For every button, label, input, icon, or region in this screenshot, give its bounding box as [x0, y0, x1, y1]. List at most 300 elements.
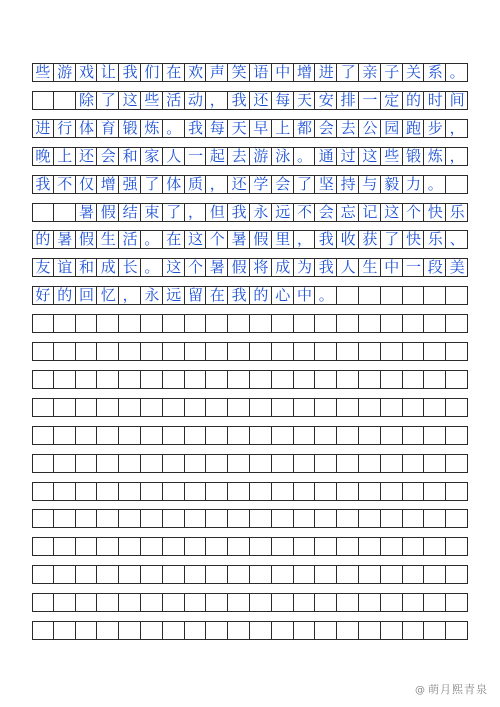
grid-cell — [359, 509, 381, 528]
grid-cell — [403, 593, 425, 612]
handwritten-character: 个 — [187, 258, 203, 277]
handwritten-character: 会 — [275, 174, 291, 193]
grid-cell — [381, 286, 403, 305]
grid-cell — [76, 426, 98, 445]
handwritten-character: 早 — [253, 118, 269, 137]
grid-cell — [403, 286, 425, 305]
grid-cell — [76, 482, 98, 501]
handwritten-character: 远 — [275, 202, 291, 221]
grid-cell — [250, 482, 272, 501]
grid-cell — [185, 398, 207, 417]
handwritten-character: 家 — [144, 146, 160, 165]
handwritten-character: 忆 — [100, 286, 116, 305]
handwritten-character: 友 — [35, 258, 51, 277]
handwritten-character: 美 — [449, 258, 465, 277]
handwritten-character: 假 — [100, 202, 116, 221]
handwritten-character: 一 — [187, 146, 203, 165]
handwritten-character: 学 — [253, 174, 269, 193]
grid-cell — [97, 537, 119, 556]
handwritten-character: 我 — [318, 258, 334, 277]
grid-cell — [359, 426, 381, 445]
grid-cell — [163, 537, 185, 556]
grid-cell — [97, 454, 119, 473]
handwritten-character: 。 — [318, 286, 334, 305]
grid-cell — [141, 398, 163, 417]
grid-cell — [294, 565, 316, 584]
handwritten-character: 暑 — [209, 258, 225, 277]
grid-cell — [206, 454, 228, 473]
grid-cell — [228, 398, 250, 417]
handwritten-character: 时 — [427, 90, 443, 109]
handwritten-character: 生 — [362, 258, 378, 277]
grid-cell — [446, 175, 468, 194]
watermark — [415, 681, 488, 697]
grid-cell — [119, 565, 141, 584]
grid-cell — [185, 593, 207, 612]
grid-cell — [424, 398, 446, 417]
grid-cell — [141, 537, 163, 556]
grid-cell — [119, 314, 141, 333]
watermark-text: 萌月熙青泉 — [428, 683, 488, 696]
grid-cell — [294, 537, 316, 556]
handwritten-character: 了 — [166, 202, 182, 221]
handwritten-character: 上 — [57, 146, 73, 165]
handwritten-character: ， — [296, 230, 312, 249]
handwritten-character: 育 — [100, 118, 116, 137]
handwritten-character: 还 — [231, 174, 247, 193]
at-sign-icon: @ — [415, 685, 426, 696]
grid-cell — [250, 342, 272, 361]
handwritten-character: 些 — [384, 146, 400, 165]
grid-cell — [424, 565, 446, 584]
grid-cell — [272, 565, 294, 584]
handwritten-character: 锻 — [405, 146, 421, 165]
grid-cell — [315, 482, 337, 501]
grid-cell — [381, 621, 403, 640]
handwritten-character: 里 — [275, 230, 291, 249]
handwritten-character: 还 — [78, 146, 94, 165]
handwritten-character: 为 — [296, 258, 312, 277]
handwritten-character: 一 — [405, 258, 421, 277]
handwritten-character: 过 — [340, 146, 356, 165]
grid-cell — [359, 482, 381, 501]
grid-cell — [163, 593, 185, 612]
grid-cell — [337, 565, 359, 584]
grid-cell — [403, 342, 425, 361]
grid-cell — [381, 342, 403, 361]
handwritten-character: 戏 — [78, 63, 94, 81]
grid-cell — [294, 621, 316, 640]
grid-cell — [119, 426, 141, 445]
grid-cell — [315, 509, 337, 528]
grid-cell — [424, 370, 446, 389]
grid-cell — [250, 398, 272, 417]
handwritten-character: 了 — [340, 63, 356, 81]
grid-cell — [54, 454, 76, 473]
handwritten-character: 会 — [100, 146, 116, 165]
handwritten-character: 锻 — [122, 118, 138, 137]
grid-cell — [337, 398, 359, 417]
grid-cell — [97, 565, 119, 584]
handwritten-character: 的 — [35, 230, 51, 249]
handwritten-character: 的 — [57, 286, 73, 305]
grid-cell — [54, 621, 76, 640]
grid-cell — [119, 482, 141, 501]
grid-cell — [424, 482, 446, 501]
grid-cell — [446, 565, 468, 584]
grid-cell — [32, 91, 54, 110]
handwritten-character: 留 — [187, 286, 203, 305]
handwritten-character: ， — [449, 146, 465, 165]
grid-cell — [76, 342, 98, 361]
grid-cell — [359, 565, 381, 584]
grid-cell — [446, 454, 468, 473]
handwritten-character: 这 — [187, 230, 203, 249]
grid-cell — [337, 426, 359, 445]
grid-cell — [446, 593, 468, 612]
grid-cell — [315, 342, 337, 361]
handwritten-character: 暑 — [78, 202, 94, 221]
grid-cell — [381, 426, 403, 445]
grid-cell — [228, 537, 250, 556]
grid-cell — [315, 314, 337, 333]
grid-cell — [337, 342, 359, 361]
grid-cell — [272, 593, 294, 612]
handwritten-character: 进 — [318, 63, 334, 81]
handwritten-character: 记 — [362, 202, 378, 221]
grid-cell — [206, 314, 228, 333]
grid-cell — [141, 426, 163, 445]
grid-cell — [359, 398, 381, 417]
grid-cell — [97, 509, 119, 528]
handwritten-character: 会 — [318, 202, 334, 221]
grid-row — [32, 203, 468, 222]
grid-cell — [97, 621, 119, 640]
handwritten-character: 不 — [57, 174, 73, 193]
grid-cell — [119, 454, 141, 473]
handwritten-character: ， — [187, 202, 203, 221]
grid-cell — [163, 426, 185, 445]
handwritten-character: 在 — [166, 230, 182, 249]
grid-row — [32, 63, 468, 82]
grid-row — [32, 286, 468, 305]
handwritten-character: 质 — [187, 174, 203, 193]
grid-cell — [185, 454, 207, 473]
grid-row — [32, 454, 468, 473]
grid-cell — [119, 342, 141, 361]
grid-cell — [163, 314, 185, 333]
grid-cell — [250, 565, 272, 584]
grid-cell — [294, 593, 316, 612]
grid-cell — [315, 593, 337, 612]
handwritten-character: 除 — [78, 90, 94, 109]
grid-row — [32, 230, 468, 249]
grid-cell — [32, 398, 54, 417]
handwritten-character: 永 — [253, 202, 269, 221]
handwritten-character: 和 — [122, 146, 138, 165]
handwritten-character: 欢 — [187, 63, 203, 81]
grid-cell — [294, 342, 316, 361]
grid-cell — [119, 621, 141, 640]
handwritten-character: 公 — [362, 118, 378, 137]
handwritten-character: 。 — [427, 174, 443, 193]
grid-cell — [32, 342, 54, 361]
handwritten-character: 仅 — [78, 174, 94, 193]
handwritten-character: 这 — [384, 202, 400, 221]
grid-cell — [97, 426, 119, 445]
grid-row — [32, 509, 468, 528]
handwritten-character: 。 — [296, 146, 312, 165]
grid-cell — [250, 509, 272, 528]
grid-cell — [446, 370, 468, 389]
grid-cell — [424, 342, 446, 361]
handwritten-character: 结 — [122, 202, 138, 221]
handwritten-character: 持 — [340, 174, 356, 193]
grid-cell — [359, 286, 381, 305]
grid-cell — [206, 621, 228, 640]
handwritten-character: 谊 — [57, 258, 73, 277]
handwritten-character: ， — [209, 174, 225, 193]
handwritten-character: 每 — [209, 118, 225, 137]
handwritten-character: 跑 — [405, 118, 421, 137]
handwritten-character: 。 — [144, 258, 160, 277]
handwritten-character: 中 — [384, 258, 400, 277]
grid-cell — [228, 370, 250, 389]
handwritten-character: 活 — [166, 90, 182, 109]
grid-cell — [381, 482, 403, 501]
grid-cell — [32, 509, 54, 528]
handwritten-character: ， — [122, 286, 138, 305]
grid-cell — [228, 342, 250, 361]
handwritten-character: 毅 — [384, 174, 400, 193]
grid-cell — [97, 593, 119, 612]
grid-cell — [424, 509, 446, 528]
grid-cell — [294, 426, 316, 445]
grid-cell — [228, 621, 250, 640]
grid-cell — [76, 593, 98, 612]
handwritten-character: 体 — [78, 118, 94, 137]
grid-cell — [446, 286, 468, 305]
grid-cell — [403, 509, 425, 528]
handwritten-character: 通 — [318, 146, 334, 165]
handwritten-character: 了 — [296, 174, 312, 193]
grid-cell — [54, 398, 76, 417]
grid-cell — [54, 565, 76, 584]
handwritten-character: 快 — [405, 230, 421, 249]
grid-cell — [163, 565, 185, 584]
handwritten-character: 。 — [144, 230, 160, 249]
grid-cell — [163, 621, 185, 640]
grid-cell — [315, 621, 337, 640]
grid-cell — [76, 565, 98, 584]
handwritten-character: 人 — [340, 258, 356, 277]
handwritten-character: 。 — [449, 63, 465, 81]
grid-cell — [403, 426, 425, 445]
grid-cell — [228, 593, 250, 612]
grid-cell — [32, 454, 54, 473]
handwritten-character: 们 — [144, 63, 160, 81]
grid-cell — [359, 370, 381, 389]
grid-row — [32, 342, 468, 361]
handwritten-character: 活 — [122, 230, 138, 249]
grid-cell — [97, 482, 119, 501]
grid-cell — [337, 593, 359, 612]
grid-row — [32, 593, 468, 612]
grid-cell — [163, 454, 185, 473]
grid-cell — [294, 509, 316, 528]
grid-cell — [54, 370, 76, 389]
grid-cell — [315, 370, 337, 389]
grid-cell — [228, 314, 250, 333]
handwritten-character: 好 — [35, 286, 51, 305]
grid-cell — [206, 426, 228, 445]
grid-cell — [54, 342, 76, 361]
grid-cell — [32, 537, 54, 556]
handwritten-character: 中 — [296, 286, 312, 305]
grid-cell — [141, 621, 163, 640]
grid-cell — [250, 537, 272, 556]
handwritten-character: 假 — [78, 230, 94, 249]
grid-row — [32, 175, 468, 194]
grid-cell — [141, 314, 163, 333]
handwritten-character: 园 — [384, 118, 400, 137]
handwritten-character: 。 — [166, 118, 182, 137]
handwritten-character: 去 — [231, 146, 247, 165]
grid-cell — [119, 398, 141, 417]
handwritten-character: 我 — [35, 174, 51, 193]
grid-cell — [446, 621, 468, 640]
grid-cell — [272, 482, 294, 501]
grid-cell — [185, 370, 207, 389]
handwritten-character: 我 — [231, 90, 247, 109]
grid-cell — [403, 621, 425, 640]
grid-cell — [337, 286, 359, 305]
grid-cell — [141, 509, 163, 528]
handwritten-character: 长 — [122, 258, 138, 277]
grid-cell — [141, 593, 163, 612]
grid-cell — [228, 426, 250, 445]
handwritten-character: 笑 — [231, 63, 247, 81]
grid-cell — [446, 426, 468, 445]
grid-cell — [272, 342, 294, 361]
grid-cell — [272, 370, 294, 389]
grid-cell — [163, 482, 185, 501]
grid-cell — [76, 509, 98, 528]
handwritten-character: 系 — [427, 63, 443, 81]
handwritten-character: 强 — [122, 174, 138, 193]
grid-cell — [381, 537, 403, 556]
grid-cell — [337, 314, 359, 333]
handwritten-character: 成 — [275, 258, 291, 277]
grid-cell — [32, 593, 54, 612]
grid-cell — [32, 482, 54, 501]
grid-row — [32, 147, 468, 166]
handwritten-character: 、 — [449, 230, 465, 249]
handwritten-character: 我 — [187, 118, 203, 137]
grid-cell — [185, 482, 207, 501]
grid-cell — [250, 370, 272, 389]
grid-cell — [32, 203, 54, 222]
handwritten-character: 进 — [35, 118, 51, 137]
handwritten-character: 游 — [57, 63, 73, 81]
handwritten-character: 增 — [100, 174, 116, 193]
handwritten-character: 我 — [231, 202, 247, 221]
grid-cell — [185, 621, 207, 640]
grid-cell — [54, 537, 76, 556]
grid-cell — [446, 537, 468, 556]
grid-cell — [250, 454, 272, 473]
grid-cell — [403, 370, 425, 389]
handwritten-character: 增 — [296, 63, 312, 81]
handwritten-character: 天 — [296, 90, 312, 109]
grid-cell — [228, 565, 250, 584]
grid-cell — [403, 482, 425, 501]
handwritten-character: 在 — [166, 63, 182, 81]
grid-row — [32, 426, 468, 445]
grid-cell — [294, 454, 316, 473]
grid-cell — [54, 593, 76, 612]
grid-cell — [359, 454, 381, 473]
grid-cell — [185, 342, 207, 361]
grid-cell — [315, 537, 337, 556]
grid-cell — [381, 565, 403, 584]
grid-cell — [119, 370, 141, 389]
grid-cell — [76, 314, 98, 333]
grid-cell — [54, 91, 76, 110]
handwritten-character: ， — [449, 118, 465, 137]
handwritten-character: 天 — [231, 118, 247, 137]
handwritten-character: 在 — [209, 286, 225, 305]
handwritten-character: 假 — [231, 258, 247, 277]
grid-cell — [141, 342, 163, 361]
grid-cell — [315, 426, 337, 445]
grid-cell — [76, 454, 98, 473]
grid-cell — [119, 593, 141, 612]
grid-cell — [272, 537, 294, 556]
handwritten-character: 段 — [427, 258, 443, 277]
handwritten-character: 步 — [427, 118, 443, 137]
grid-cell — [228, 509, 250, 528]
grid-cell — [54, 509, 76, 528]
handwritten-character: 每 — [275, 90, 291, 109]
grid-cell — [403, 537, 425, 556]
grid-cell — [272, 426, 294, 445]
grid-cell — [32, 370, 54, 389]
handwritten-character: 会 — [318, 118, 334, 137]
grid-cell — [141, 482, 163, 501]
grid-cell — [272, 454, 294, 473]
handwritten-character: 这 — [122, 90, 138, 109]
handwritten-character: 这 — [362, 146, 378, 165]
grid-cell — [315, 398, 337, 417]
handwritten-character: 暑 — [57, 230, 73, 249]
grid-row — [32, 621, 468, 640]
grid-cell — [424, 454, 446, 473]
handwritten-character: 都 — [296, 118, 312, 137]
handwritten-character: 体 — [166, 174, 182, 193]
handwritten-character: 关 — [405, 63, 421, 81]
handwritten-character: 一 — [362, 90, 378, 109]
handwritten-character: 间 — [449, 90, 465, 109]
grid-cell — [381, 593, 403, 612]
grid-row — [32, 482, 468, 501]
grid-cell — [424, 537, 446, 556]
grid-cell — [206, 565, 228, 584]
handwritten-character: 炼 — [144, 118, 160, 137]
grid-cell — [294, 314, 316, 333]
handwritten-character: 束 — [144, 202, 160, 221]
handwritten-character: 些 — [144, 90, 160, 109]
